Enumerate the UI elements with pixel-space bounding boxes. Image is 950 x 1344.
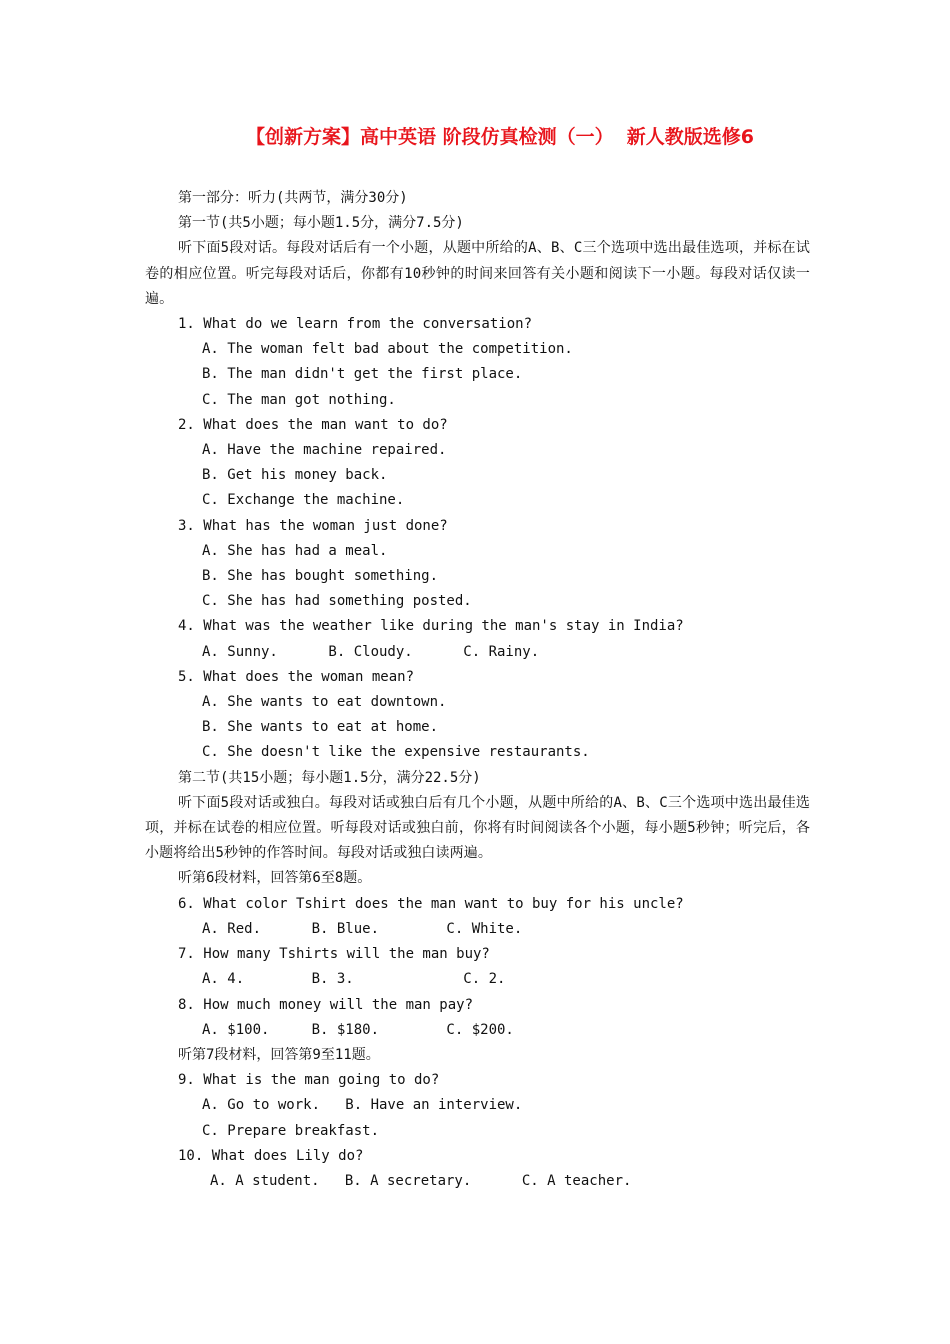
section-heading: 第一节(共5小题；每小题1.5分，满分7.5分) bbox=[178, 215, 464, 232]
question: 9. What is the man going to do? bbox=[178, 1072, 440, 1089]
option: A. She has had a meal. bbox=[202, 542, 388, 559]
question: 10. What does Lily do? bbox=[178, 1147, 364, 1164]
option-row: A. 4. B. 3. C. 2. bbox=[202, 971, 506, 988]
question: 7. How many Tshirts will the man buy? bbox=[178, 946, 490, 963]
option-row: A. A student. B. A secretary. C. A teacher. bbox=[210, 1172, 632, 1189]
question: 4. What was the weather like during the man's stay in India? bbox=[178, 618, 684, 635]
question: 1. What do we learn from the conversation? bbox=[178, 316, 533, 333]
option: C. Prepare breakfast. bbox=[202, 1122, 380, 1139]
option: A. Have the machine repaired. bbox=[202, 442, 447, 459]
material-heading: 听第7段材料，回答第9至11题。 bbox=[178, 1046, 380, 1063]
question: 8. How much money will the man pay? bbox=[178, 996, 474, 1013]
section-heading: 第二节(共15小题；每小题1.5分，满分22.5分) bbox=[178, 769, 481, 786]
option: B. The man didn't get the first place. bbox=[202, 366, 523, 383]
section-instructions: 听下面5段对话或独白。每段对话或独白后有几个小题，从题中所给的A、B、C三个选项中选出最佳选项，并标在试卷的相应位置。听每段对话或独白前，你将有时间阅读各个小题，每小题5秒钟；听完后，各小题将给出5秒钟的作答时间。每段对话或独白读两遍。 bbox=[145, 794, 810, 862]
question: 5. What does the woman mean? bbox=[178, 668, 415, 685]
question: 6. What color Tshirt does the man want to buy for his uncle? bbox=[178, 895, 684, 912]
document-body bbox=[145, 186, 810, 1194]
material-heading: 听第6段材料，回答第6至8题。 bbox=[178, 870, 372, 887]
option: A. She wants to eat downtown. bbox=[202, 694, 447, 711]
part-heading: 第一部分：听力(共两节，满分30分) bbox=[178, 190, 408, 206]
question: 2. What does the man want to do? bbox=[178, 416, 448, 433]
option-row: A. Red. B. Blue. C. White. bbox=[202, 920, 523, 937]
option: B. She wants to eat at home. bbox=[202, 719, 439, 736]
option: C. The man got nothing. bbox=[202, 391, 396, 408]
option: B. Get his money back. bbox=[202, 467, 388, 484]
option: A. The woman felt bad about the competition. bbox=[202, 341, 573, 358]
section-instructions: 听下面5段对话。每段对话后有一个小题，从题中所给的A、B、C三个选项中选出最佳选项，并标在试卷的相应位置。听完每段对话后，你都有10秒钟的时间来回答有关小题和阅读下一小题。每段对话仅读一遍。 bbox=[145, 240, 810, 307]
option-row: A. Sunny. B. Cloudy. C. Rainy. bbox=[202, 643, 540, 660]
document-title: 【创新方案】高中英语 阶段仿真检测（一） 新人教版选修6 bbox=[245, 126, 755, 148]
option: C. She has had something posted. bbox=[202, 593, 472, 610]
option: C. She doesn't like the expensive restaurants. bbox=[202, 744, 590, 761]
option-row: A. $100. B. $180. C. $200. bbox=[202, 1021, 514, 1038]
question: 3. What has the woman just done? bbox=[178, 517, 448, 534]
option-row: A. Go to work. B. Have an interview. bbox=[202, 1097, 523, 1114]
option: B. She has bought something. bbox=[202, 568, 439, 585]
option: C. Exchange the machine. bbox=[202, 492, 405, 509]
